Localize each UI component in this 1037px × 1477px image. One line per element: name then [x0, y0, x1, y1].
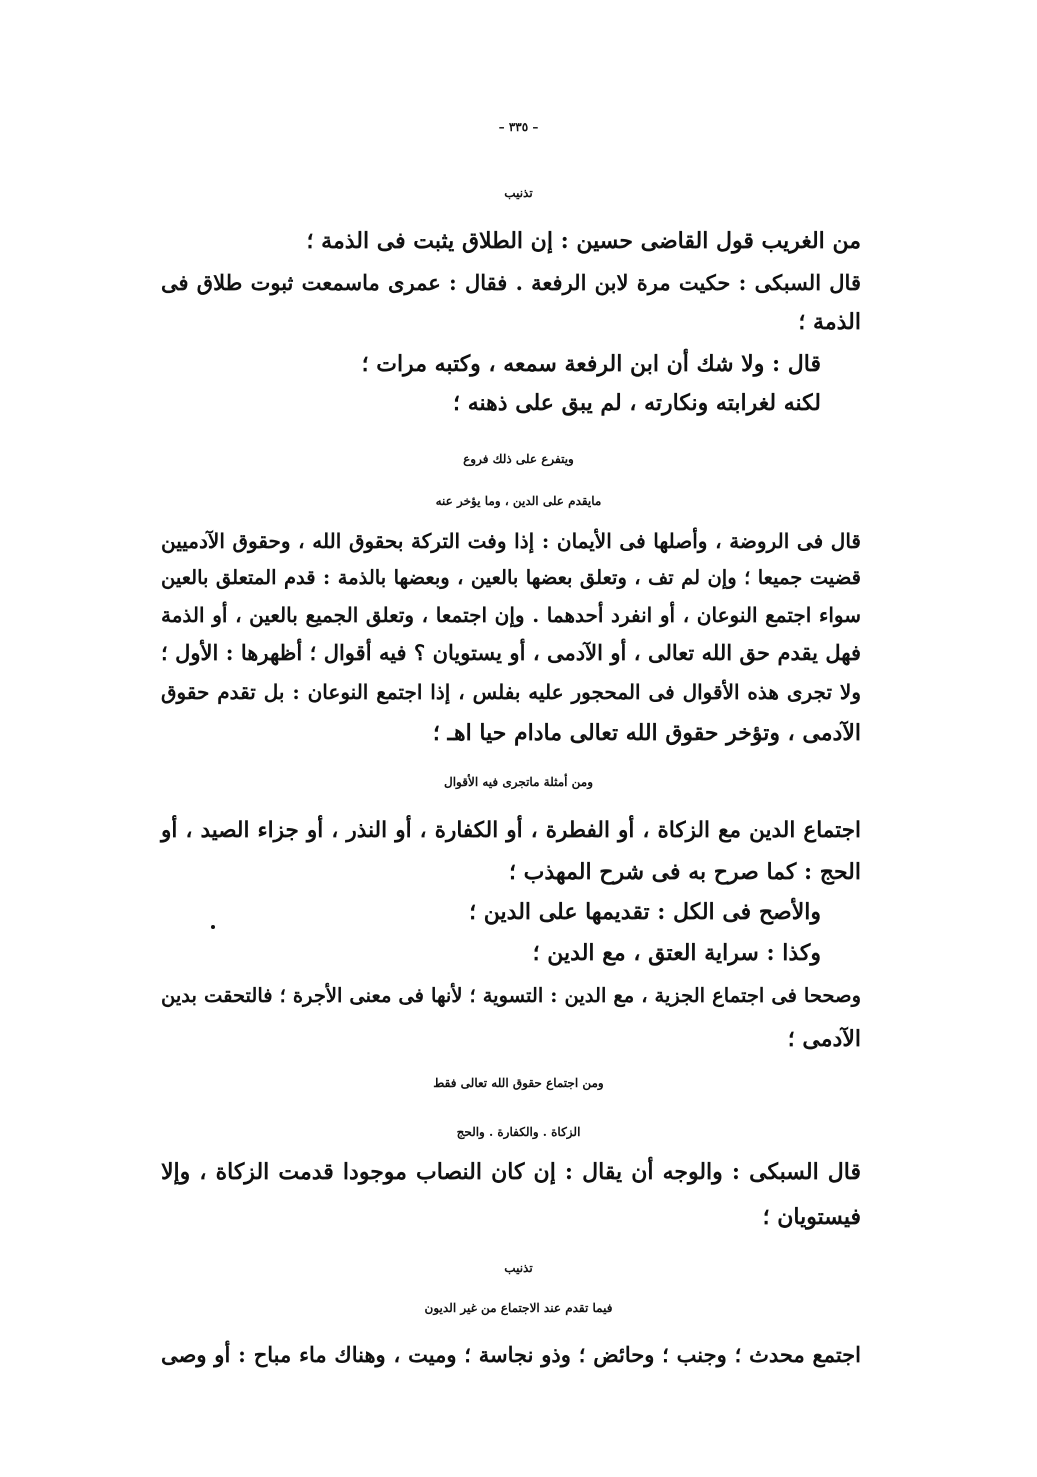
text-line: الذمة ؛ — [798, 309, 861, 335]
text-line: وصححا فى اجتماع الجزية ، مع الدين : التسوية ؛ لأنها فى معنى الأجرة ؛ فالتحقت بدين — [161, 984, 861, 1007]
text-line: لكنه لغرابته ونكارته ، لم يبق على ذهنه ؛ — [453, 390, 821, 416]
text-line: فهل يقدم حق الله تعالى ، أو الآدمى ، أو يستويان ؟ فيه أقوال ؛ أظهرها : الأول ؛ — [161, 640, 861, 665]
print-speck — [211, 925, 215, 929]
section-heading: ويتفرع على ذلك فروع — [463, 452, 574, 466]
text-line: فيستويان ؛ — [762, 1204, 861, 1230]
text-line: الحج : كما صرح به فى شرح المهذب ؛ — [509, 859, 861, 885]
text-line: الآدمى ؛ — [787, 1026, 861, 1052]
text-line: قال : ولا شك أن ابن الرفعة سمعه ، وكتبه مرات ؛ — [361, 351, 821, 377]
text-line: والأصح فى الكل : تقديمها على الدين ؛ — [469, 899, 821, 925]
text-line: اجتمع محدث ؛ وجنب ؛ وحائض ؛ وذو نجاسة ؛ وميت ، وهناك ماء مباح : أو وصى — [161, 1342, 861, 1367]
section-heading: ومن أمثلة ماتجرى فيه الأقوال — [444, 775, 593, 789]
section-heading: تذنيب — [504, 1261, 533, 1275]
section-subheading: فيما تقدم عند الاجتماع من غير الديون — [424, 1301, 613, 1315]
text-line: سواء اجتمع النوعان ، أو انفرد أحدهما . وإن اجتمعا ، وتعلق الجميع بالعين ، أو الذمة — [161, 603, 861, 627]
text-line: قضيت جميعا ؛ وإن لم تف ، وتعلق بعضها بالعين ، وبعضها بالذمة : قدم المتعلق بالعين — [161, 566, 861, 589]
text-line: اجتماع الدين مع الزكاة ، أو الفطرة ، أو الكفارة ، أو النذر ، أو جزاء الصيد ، أو — [161, 818, 861, 843]
text-line: قال فى الروضة ، وأصلها فى الأيمان : إذا وفت التركة بحقوق الله ، وحقوق الآدميين — [161, 529, 861, 553]
text-line: الآدمى ، وتؤخر حقوق الله تعالى مادام حيا اهـ ؛ — [432, 720, 861, 746]
section-subheading: الزكاة . والكفارة . والحج — [456, 1125, 581, 1139]
text-line: من الغريب قول القاضى حسين : إن الطلاق يثبت فى الذمة ؛ — [306, 228, 861, 254]
page-number: – ٣٣٥ – — [498, 120, 539, 134]
text-line: قال السبكى : والوجه أن يقال : إن كان النصاب موجودا قدمت الزكاة ، وإلا — [161, 1159, 861, 1185]
text-line: ولا تجرى هذه الأقوال فى المحجور عليه بفلس ، إذا اجتمع النوعان : بل تقدم حقوق — [161, 680, 861, 704]
text-line: قال السبكى : حكيت مرة لابن الرفعة . فقال : عمرى ماسمعت ثبوت طلاق فى — [161, 270, 861, 295]
section-heading: تذنيب — [504, 186, 533, 200]
section-heading: ومن اجتماع حقوق الله تعالى فقط — [433, 1076, 604, 1090]
text-line: وكذا : سراية العتق ، مع الدين ؛ — [532, 940, 821, 966]
section-subheading: مايقدم على الدين ، وما يؤخر عنه — [435, 494, 602, 508]
